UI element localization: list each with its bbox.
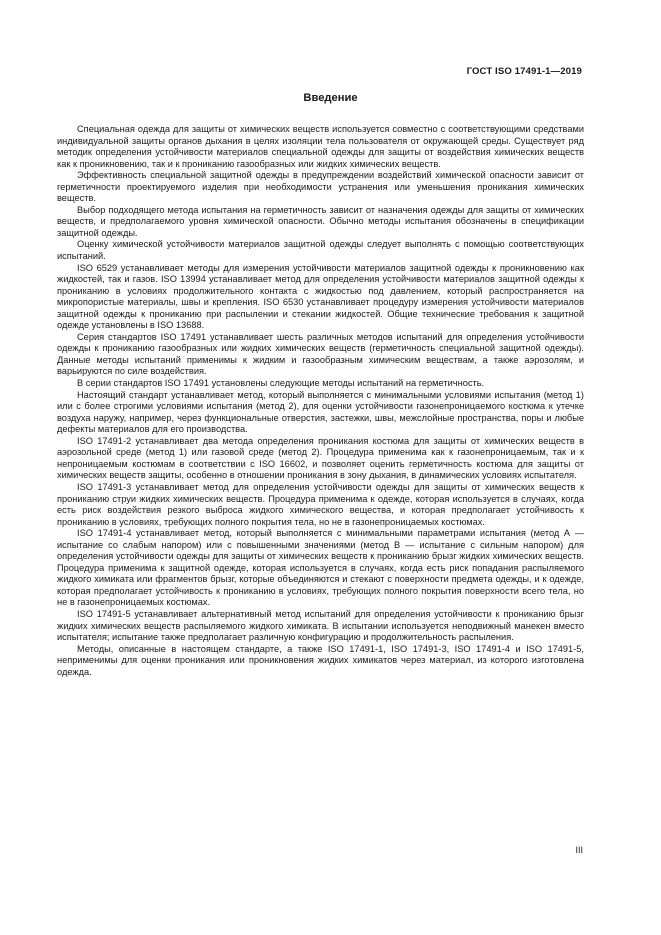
paragraph: Оценку химической устойчивости материалов защитной одежды следует выполнять с помощью соответствующих испытаний.: [57, 239, 584, 262]
paragraph: ISO 17491-4 устанавливает метод, который выполняется с минимальными параметрами испытания (метод А — испытание со слабым напором) или с повышенными значениями (метод В — испытание с сильным напором) для определения устойчивости одежды для защиты от химических веществ к прониканию брызг жидких химических веществ. Процедура применима к защитной одежде, которая используется в случаях, когда есть риск попадания распыляемого жидкого химиката или фрагментов брызг, которые объединяются и стекают с поверхности предмета одежды, и к одежде, которая предполагает устойчивость к прониканию в условиях, требующих полного покрытия поверхности всего тела, но не в газонепроницаемых костюмах.: [57, 528, 584, 608]
paragraph: ISO 17491-5 устанавливает альтернативный метод испытаний для определения устойчивости к прониканию брызг жидких химических веществ распыляемого жидкого химиката. В испытании используется неподвижный манекен вместо испытателя; испытание также предполагает различную конфигурацию и продолжительность распыления.: [57, 608, 584, 643]
section-title: Введение: [303, 92, 358, 104]
paragraph: Эффективность специальной защитной одежды в предупреждении воздействий химической опасности зависит от герметичности проектируемого изделия при необходимости устранения или уменьшения проникания химических веществ.: [57, 170, 584, 204]
paragraph: Методы, описанные в настоящем стандарте, а также ISO 17491-1, ISO 17491-3, ISO 17491-4 и ISO 17491-5, неприменимы для оценки проникания или проникновения жидких химикатов через материал, из которого изготовлена одежда.: [57, 643, 584, 677]
paragraph: ISO 17491-2 устанавливает два метода определения проникания костюма для защиты от химических веществ в аэрозольной среде (метод 1) или газовой среде (метод 2). Процедура применима как к газонепроницаемым, так и к непроницаемым костюмам в соответствии с ISO 16602, и позволяет оценить герметичность костюма для защиты от химических веществ защиты, особенно в отношении проникания в зону дыхания, в динамических условиях испытателя.: [57, 435, 584, 481]
paragraph: Настоящий стандарт устанавливает метод, который выполняется с минимальными условиями испытания (метод 1) или с более строгими условиями испытания (метод 2), для оценки устойчивости газонепроницаемого костюма к утечке воздуха наружу, например, через функциональные отверстия, застежки, швы, межслойные пространства, поры и любые дефекты материалов для его производства.: [57, 389, 584, 435]
paragraph: Выбор подходящего метода испытания на герметичность зависит от назначения одежды для защиты от химических веществ, и предполагаемого уровня химической опасности. Обычно методы испытания обозначены в спецификации защитной одежды.: [57, 204, 584, 238]
paragraph: Серия стандартов ISO 17491 устанавливает шесть различных методов испытаний для определения устойчивости одежды к прониканию газообразных или жидких химических веществ (герметичность специальной защитной одежды). Данные методы испытаний применимы к жидким и газообразным химическим веществам, а также аэрозолям, и варьируются по силе воздействия.: [57, 331, 584, 377]
body-text: [57, 124, 584, 678]
page-number: III: [575, 845, 583, 855]
paragraph: ISO 17491-3 устанавливает метод для определения устойчивости одежды для защиты от химических веществ к прониканию струи жидких химических веществ. Процедура применима к одежде, которая используется в случаях, когда есть риск воздействия резкого выброса жидкого химического вещества, и которая предполагает устойчивость к прониканию в условиях, требующих полного покрытия тела, но не в газонепроницаемых костюмах.: [57, 481, 584, 527]
paragraph: ISO 6529 устанавливает методы для измерения устойчивости материалов защитной одежды к проникновению как жидкостей, так и газов. ISO 13994 устанавливает метод для определения устойчивости материалов защитной одежды к прониканию в условиях продолжительного контакта с жидкостью под давлением, который распространяется на микропористые материалы, швы и крепления. ISO 6530 устанавливает процедуру измерения устойчивости материалов защитной одежды к прониканию при распылении и стекании жидкостей. Общие технические требования к защитной одежде установлены в ISO 13688.: [57, 262, 584, 331]
document-header: ГОСТ ISO 17491-1—2019: [466, 66, 582, 77]
paragraph: В серии стандартов ISO 17491 установлены следующие методы испытаний на герметичность.: [77, 378, 485, 389]
paragraph: Специальная одежда для защиты от химических веществ используется совместно с соответствующими средствами индивидуальной защиты органов дыхания в целях изоляции тела пользователя от окружающей среды. Существует ряд методик определения устойчивости материалов специальной одежды для защиты от воздействия химических веществ как к проникновению, так и к прониканию газообразных или жидких химических веществ.: [57, 124, 584, 169]
